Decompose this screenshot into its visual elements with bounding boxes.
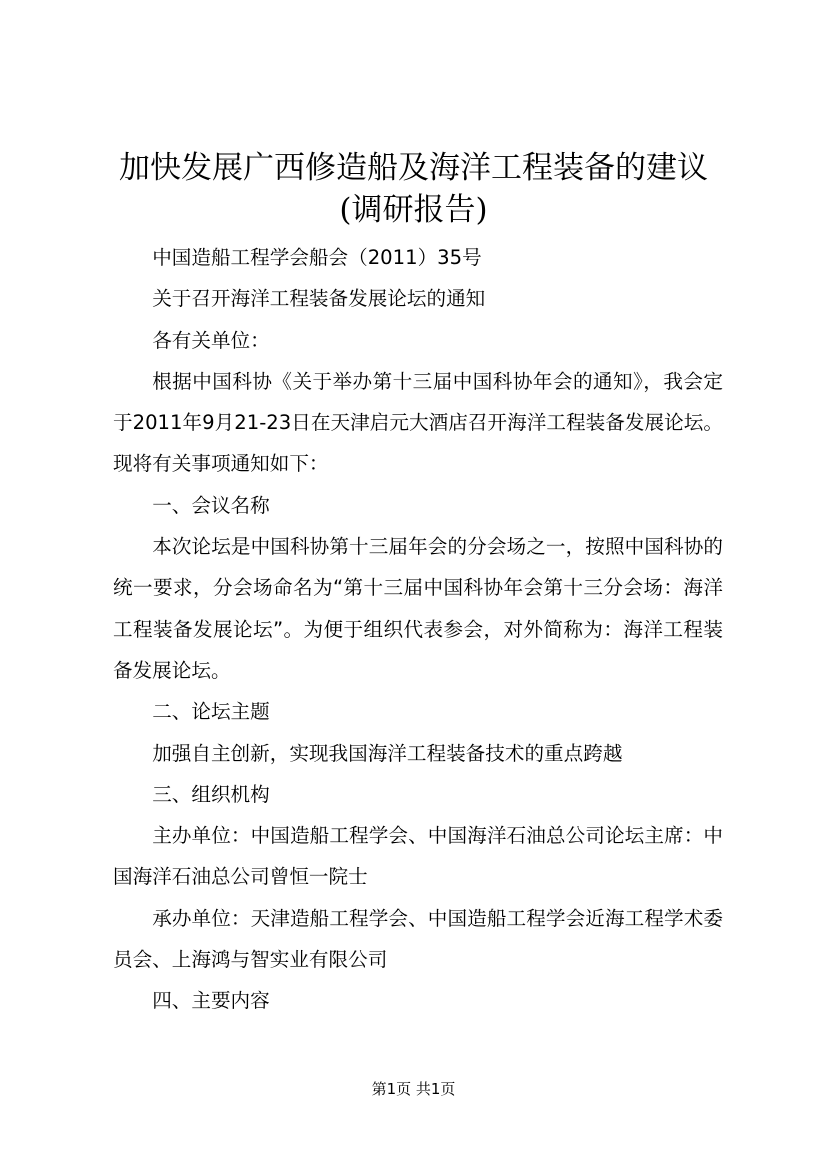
document-title-line-2: (调研报告) bbox=[339, 192, 488, 228]
paragraph-forum-theme: 加强自主创新，实现我国海洋工程装备技术的重点跨越 bbox=[152, 741, 623, 765]
section-heading-main-content: 四、主要内容 bbox=[152, 989, 270, 1013]
page-footer: 第1页 共1页 bbox=[371, 1080, 456, 1098]
paragraph-introduction: 根据中国科协《关于举办第十三届中国科协年会的通知》，我会定于2011年9月21-23日在天津启元大酒店召开海洋工程装备发展论坛。现将有关事项通知如下： bbox=[113, 369, 723, 476]
section-heading-meeting-name: 一、会议名称 bbox=[152, 493, 270, 517]
document-body bbox=[113, 237, 723, 1022]
paragraph-notice-title: 关于召开海洋工程装备发展论坛的通知 bbox=[152, 287, 486, 311]
paragraph-salutation: 各有关单位： bbox=[152, 328, 270, 352]
paragraph-meeting-name: 本次论坛是中国科协第十三届年会的分会场之一，按照中国科协的统一要求，分会场命名为“第十三届中国科协年会第十三分会场：海洋工程装备发展论坛”。为便于组织代表参会，对外简称为：海洋工程装备发展论坛。 bbox=[113, 535, 723, 682]
section-heading-organization: 三、组织机构 bbox=[152, 782, 270, 806]
paragraph-organizer-units: 承办单位：天津造船工程学会、中国造船工程学会近海工程学术委员会、上海鸿与智实业有限公司 bbox=[113, 906, 723, 972]
document-title-line-1: 加快发展广西修造船及海洋工程装备的建议 bbox=[119, 150, 708, 186]
section-heading-forum-theme: 二、论坛主题 bbox=[152, 700, 270, 724]
paragraph-notice-number: 中国造船工程学会船会（2011）35号 bbox=[152, 246, 482, 269]
paragraph-host-units: 主办单位：中国造船工程学会、中国海洋石油总公司论坛主席：中国海洋石油总公司曾恒一院士 bbox=[113, 824, 723, 889]
